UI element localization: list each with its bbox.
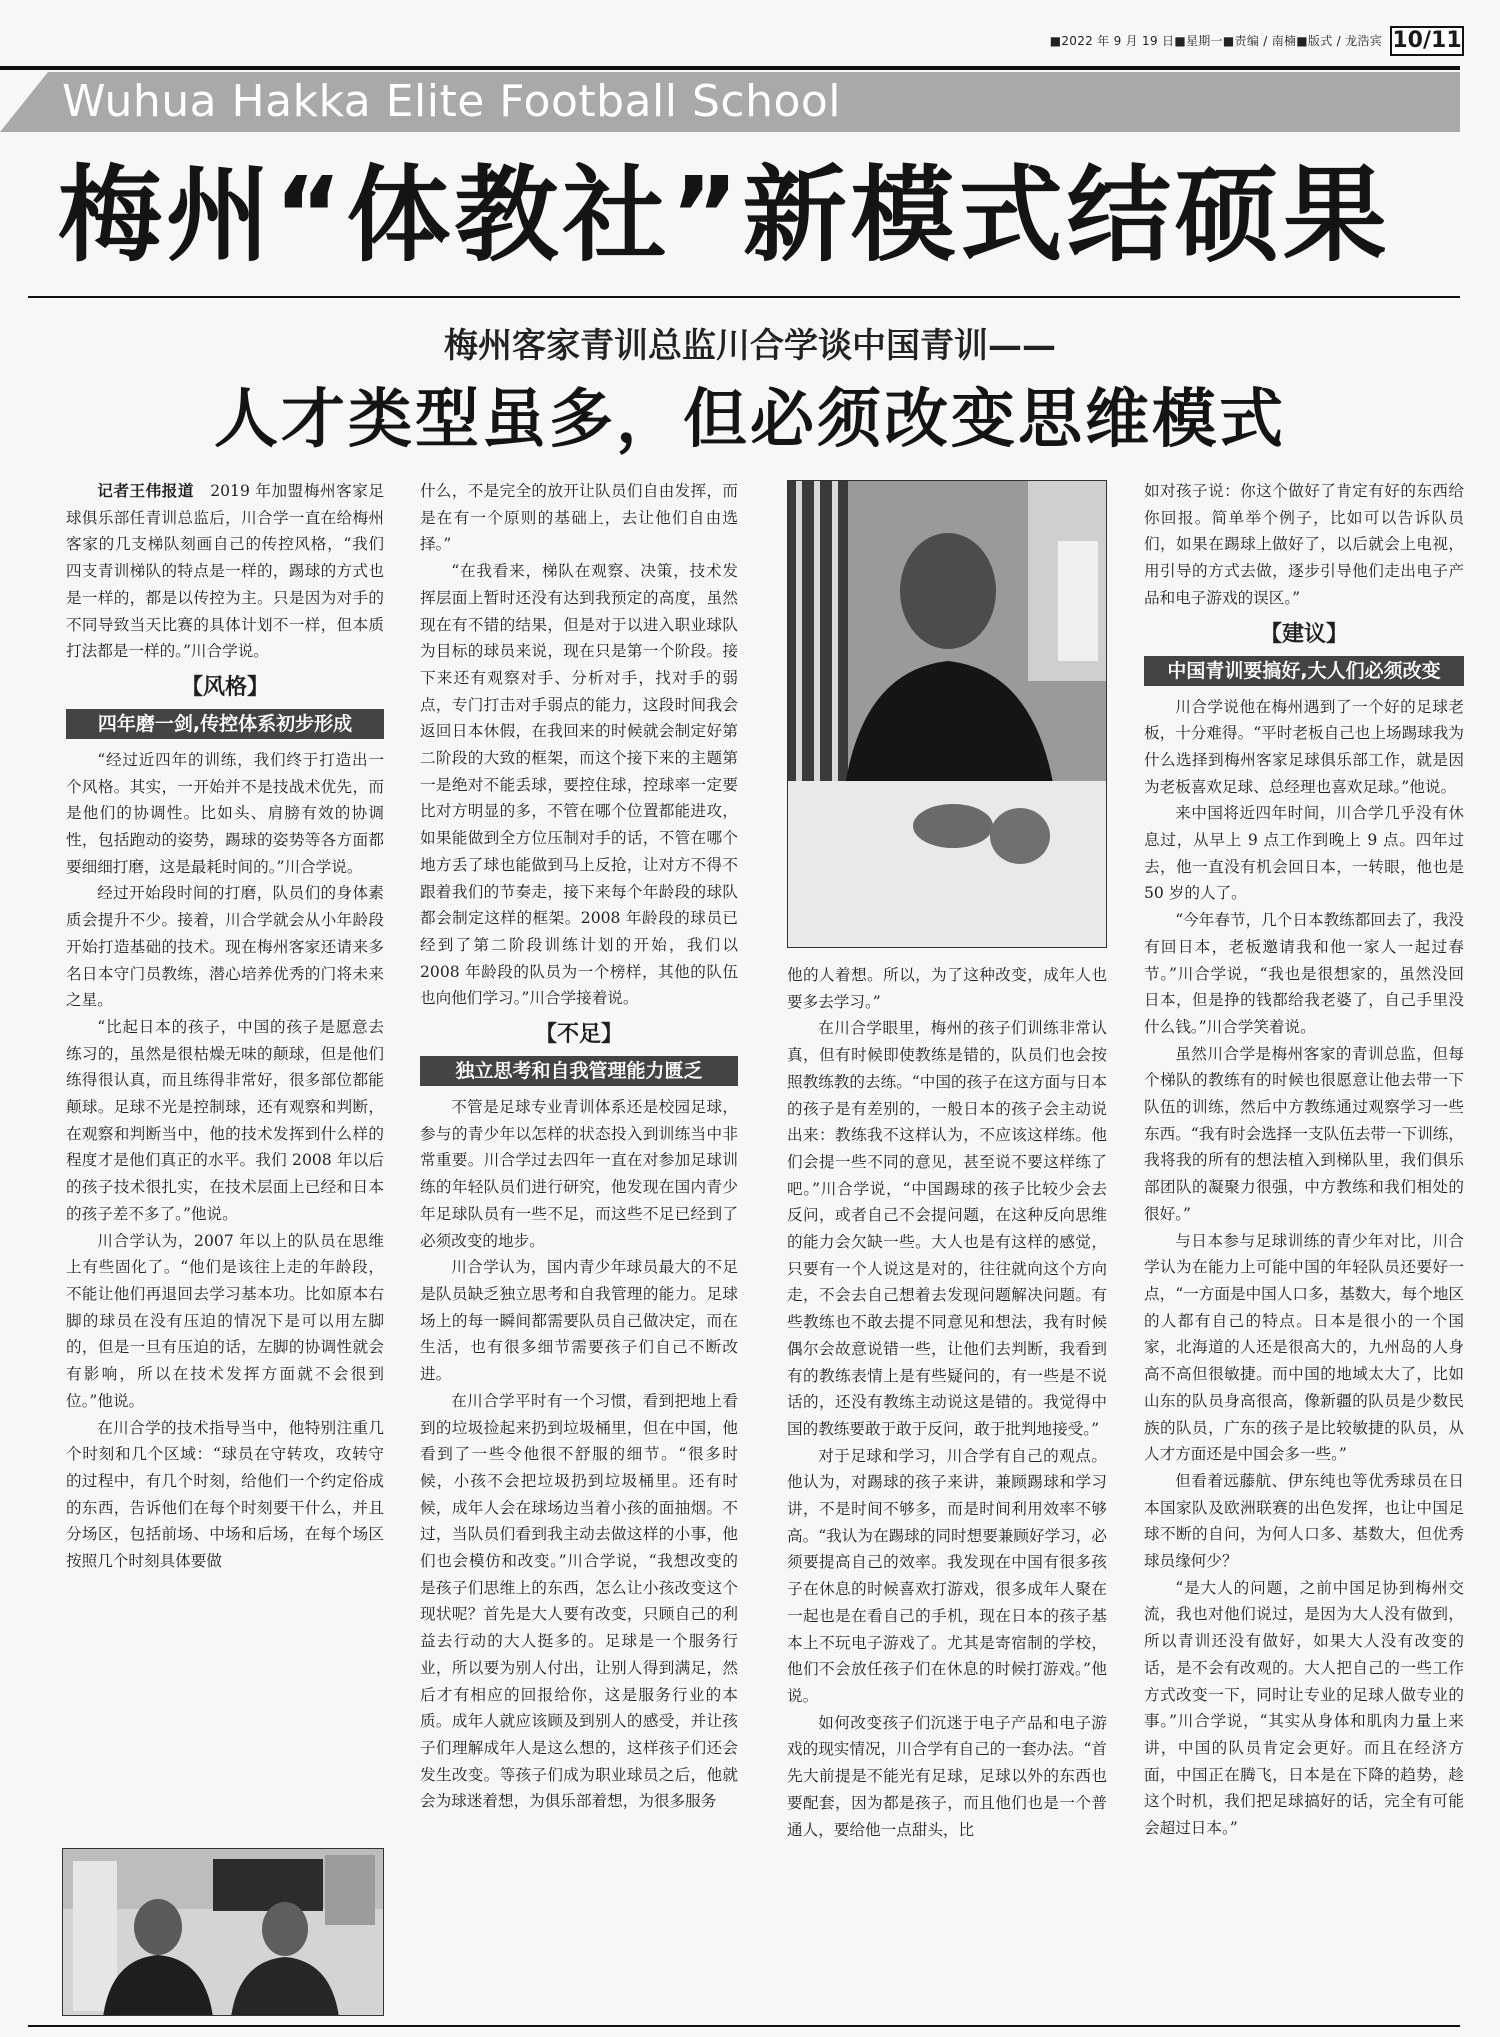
page-title: 梅州“体教社”新模式结硕果 <box>58 154 1391 276</box>
paragraph: 在川合学的技术指导当中，他特别注重几个时刻和几个区域：“球员在守转攻，攻转守的过程中，有几个时刻，给他们一个约定俗成的东西，告诉他们在每个时刻要干什么，并且分场区，包括前场、中场和后场，在每个场区按照几个时刻具体要做 <box>66 1418 384 1571</box>
section-heading-style: 四年磨一剑,传控体系初步形成 <box>66 709 384 739</box>
section-label-advice: 【建议】 <box>1259 621 1348 647</box>
paragraph: 什么，不是完全的放开让队员们自由发挥，而是在有一个原则的基础上，去让他们自由选择。” <box>420 482 738 554</box>
paragraph: 如对孩子说：你这个做好了肯定有好的东西给你回报。简单举个例子，比如可以告诉队员们，如果在踢球上做好了，以后就会上电视，用引导的方式去做，逐步引导他们走出电子产品和电子游戏的误区。” <box>1144 482 1464 607</box>
paragraph: 虽然川合学是梅州客家的青训总监，但每个梯队的教练有的时候也很愿意让他去带一下队伍的训练，然后中方教练通过观察学习一些东西。“我有时会选择一支队伍去带一下训练，我将我的所有的想法植入到梯队里，我们俱乐部团队的凝聚力很强，中方教练和我们相处的很好。” <box>1144 1044 1464 1223</box>
photo-two-men-image <box>63 1849 384 2016</box>
title-rule <box>28 296 1460 298</box>
paragraph: “比起日本的孩子，中国的孩子是愿意去练习的，虽然是很枯燥无味的颠球，但是他们练得很认真，而且练得非常好，很多部位都能颠球。足球不光是控制球，还有观察和判断，在观察和判断当中，他的技术发挥到什么样的程度才是他们真正的水平。我们 2008 年以后的孩子技术很扎实，在技术层面上已经和日本的孩子差不多了。”他说。 <box>66 1017 384 1223</box>
photo-kawai-manabu <box>787 480 1107 948</box>
paragraph: 川合学认为，国内青少年球员最大的不足是队员缺乏独立思考和自我管理的能力。足球场上的每一瞬间都需要队员自己做决定，而在生活，也有很多细节需要孩子们自己不断改进。 <box>420 1258 738 1384</box>
footer-rule <box>28 2025 1460 2027</box>
section-label-weakness: 【不足】 <box>534 1022 623 1048</box>
byline: 记者王伟报道 <box>97 481 195 500</box>
article-headline: 人才类型虽多，但必须改变思维模式 <box>214 383 1286 457</box>
paragraph: 在川合学眼里，梅州的孩子们训练非常认真，但有时候即使教练是错的，队员们也会按照教练教的去练。“中国的孩子在这方面与日本的孩子是有差别的，一般日本的孩子会主动说出来：教练我不这样认为，不应该这样练。他们会提一些不同的意见，甚至说不要这样练了吧。”川合学说，“中国踢球的孩子比较少会去反问，或者自己不会提问题，在这种反向思维的能力会欠缺一些。大人也是有这样的感觉，只要有一个人说这是对的，往往就向这个方向走，不会去自己想着去发现问题解决问题。有些教练也不敢去提不同意见和想法，我有时候偶尔会故意说错一些，让他们去判断，我看到有的教练表情上是有些疑问的，有一些是不说话的，还没有教练主动说这是错的。我觉得中国的教练要敢于敢于反问，敢于批判地接受。” <box>787 1019 1107 1438</box>
article-column-4 <box>1144 478 1464 2018</box>
article-column-1 <box>66 478 384 1833</box>
section-heading-weakness: 独立思考和自我管理能力匮乏 <box>420 1056 738 1086</box>
paragraph: 如何改变孩子们沉迷于电子产品和电子游戏的现实情况，川合学有自己的一套办法。“首先大前提是不能光有足球，足球以外的东西也要配套，因为都是孩子，而且他们也是一个普通人，要给他一点甜头，比 <box>787 1713 1107 1839</box>
paragraph: 在川合学平时有一个习惯，看到把地上看到的垃圾捡起来扔到垃圾桶里，但在中国，他看到了一些令他很不舒服的细节。“很多时候，小孩不会把垃圾扔到垃圾桶里。还有时候，成年人会在球场边当着小孩的面抽烟。不过，当队员们看到我主动去做这样的小事，他们也会模仿和改变。”川合学说，“我想改变的是孩子们思维上的东西，怎么让小孩改变这个现状呢？首先是大人要有改变，只顾自己的利益去行动的大人挺多的。足球是一个服务行业，所以要为别人付出，让别人得到满足，然后才有相应的回报给你，这是服务行业的本质。成年人就应该顾及到别人的感受，并让孩子们理解成年人是这么想的，这样孩子们还会发生改变。等孩子们成为职业球员之后，他就会为球迷着想，为俱乐部着想，为很多服务 <box>420 1391 738 1811</box>
paragraph: 对于足球和学习，川合学有自己的观点。他认为，对踢球的孩子来讲，兼顾踢球和学习讲，不是时间不够多，而是时间利用效率不够高。“我认为在踢球的同时想要兼顾好学习，必须要提高自己的效率。我发现在中国有很多孩子在休息的时候喜欢打游戏，很多成年人聚在一起也是在看自己的手机，现在日本的孩子基本上不玩电子游戏了。尤其是寄宿制的学校，他们不会放任孩子们在休息的时候打游戏。”他说。 <box>787 1446 1107 1705</box>
paragraph: 来中国将近四年时间，川合学几乎没有休息过，从早上 9 点工作到晚上 9 点。四年过去，他一直没有机会回日本，一转眼，他也是 50 岁的人了。 <box>1144 804 1464 903</box>
issue-meta: ■2022 年 9 月 19 日■星期一■责编 / 南楠■版式 / 龙浩宾 <box>1049 34 1382 48</box>
paragraph: 不管是足球专业青训体系还是校园足球，参与的青少年以怎样的状态投入到训练当中非常重要。川合学过去四年一直在对参加足球训练的年轻队员们进行研究，他发现在国内青少年足球队员有一些不足，而这些不足已经到了必须改变的地步。 <box>420 1098 738 1250</box>
article-kicker: 梅州客家青训总监川合学谈中国青训—— <box>444 326 1056 366</box>
paragraph: 川合学认为，2007 年以上的队员在思维上有些固化了。“他们是该往上走的年龄段，不能让他们再退回去学习基本功。比如原本右脚的球员在没有压迫的情况下是可以用左脚的，但是一旦有压迫的话，左脚的协调性就会有影响，所以在技术发挥方面就不会很到位。”他说。 <box>66 1231 384 1410</box>
photo-two-men <box>62 1848 384 2016</box>
paragraph: 川合学说他在梅州遇到了一个好的足球老板，十分难得。“平时老板自己也上场踢球我为什么选择到梅州客家足球俱乐部工作，就是因为老板喜欢足球、总经理也喜欢足球。”他说。 <box>1144 697 1464 796</box>
paragraph: 他的人着想。所以，为了这种改变，成年人也要多去学习。” <box>787 966 1107 1011</box>
paragraph: 经过开始段时间的打磨，队员们的身体素质会提升不少。接着，川合学就会从小年龄段开始打造基础的技术。现在梅州客家还请来多名日本守门员教练，潜心培养优秀的门将未来之星。 <box>66 884 384 1010</box>
photo-kawai-manabu-image <box>788 481 1107 948</box>
paragraph: “今年春节，几个日本教练都回去了，我没有回日本，老板邀请我和他一家人一起过春节。”川合学说，“我也是很想家的，虽然没回日本，但是挣的钱都给我老婆了，自己手里没什么钱。”川合学笑着说。 <box>1144 911 1464 1036</box>
paragraph: “在我看来，梯队在观察、决策，技术发挥层面上暂时还没有达到我预定的高度，虽然现在有不错的结果，但是对于以进入职业球队为目标的球员来说，现在只是第一个阶段。接下来还有观察对手、分析对手，找对手的弱点，专门打击对手弱点的能力，这段时间我会返回日本休假，在我回来的时候就会制定好第二阶段的大致的框架，而这个接下来的主题第一是绝对不能丢球，要控住球，控球率一定要比对方明显的多，不管在哪个位置都能进攻，如果能做到全方位压制对手的话，不管在哪个地方丢了球也能做到马上反抢，让对方不得不跟着我们的节奏走，接下来每个年龄段的球队都会制定这样的框架。2008 年龄段的球员已经到了第二阶段训练计划的开始，我们以 2008 年龄段的队员为一个榜样，其他的队伍也向他们学习。”川合学接着说。 <box>420 562 738 1008</box>
page-number: 10/11 <box>1390 26 1464 56</box>
paragraph: “是大人的问题，之前中国足协到梅州交流，我也对他们说过，是因为大人没有做到，所以青训还没有做好，如果大人没有改变的话，是不会有改观的。大人把自己的一些工作方式改变一下，同时让专业的足球人做专业的事。”川合学说，“其实从身体和肌肉力量上来讲，中国的队员肯定会更好。而且在经济方面，中国正在腾飞，日本是在下降的趋势，趁这个时机，我们把足球搞好的话，完全有可能会超过日本。” <box>1144 1578 1464 1838</box>
section-banner-text: Wuhua Hakka Elite Football School <box>62 76 842 127</box>
paragraph: 但看着远藤航、伊东纯也等优秀球员在日本国家队及欧洲联赛的出色发挥，也让中国足球不断的自问，为何人口多、基数大，但优秀球员缘何少？ <box>1144 1471 1464 1571</box>
section-heading-advice: 中国青训要搞好,大人们必须改变 <box>1144 656 1464 686</box>
article-column-2 <box>420 478 738 2018</box>
paragraph: 2019 年加盟梅州客家足球俱乐部任青训总监后，川合学一直在给梅州客家的几支梯队刻画自己的传控风格，“我们四支青训梯队的特点是一样的，踢球的方式也是一样的，都是以传控为主。只是因为对手的不同导致当天比赛的具体计划不一样，但本质打法都是一样的。”川合学说。 <box>66 482 384 661</box>
section-label-style: 【风格】 <box>180 674 269 700</box>
band-top-rule <box>0 66 1460 70</box>
article-column-3 <box>787 962 1107 2018</box>
paragraph: “经过近四年的训练，我们终于打造出一个风格。其实，一开始并不是技战术优先，而是他们的协调性。比如头、肩膀有效的协调性，包括跑动的姿势，踢球的姿势等各方面都要细细打磨，这是最耗时间的。”川合学说。 <box>66 750 384 876</box>
paragraph: 与日本参与足球训练的青少年对比，川合学认为在能力上可能中国的年轻队员还要好一点，“一方面是中国人口多，基数大，每个地区的人都有自己的特点。日本是很小的一个国家，北海道的人还是很高大的，九州岛的人身高不高但很敏捷。而中国的地域太大了，比如山东的队员身高很高，像新疆的队员是少数民族的队员，广东的孩子是比较敏捷的队员，从人才方面还是中国会多一些。” <box>1144 1231 1464 1464</box>
